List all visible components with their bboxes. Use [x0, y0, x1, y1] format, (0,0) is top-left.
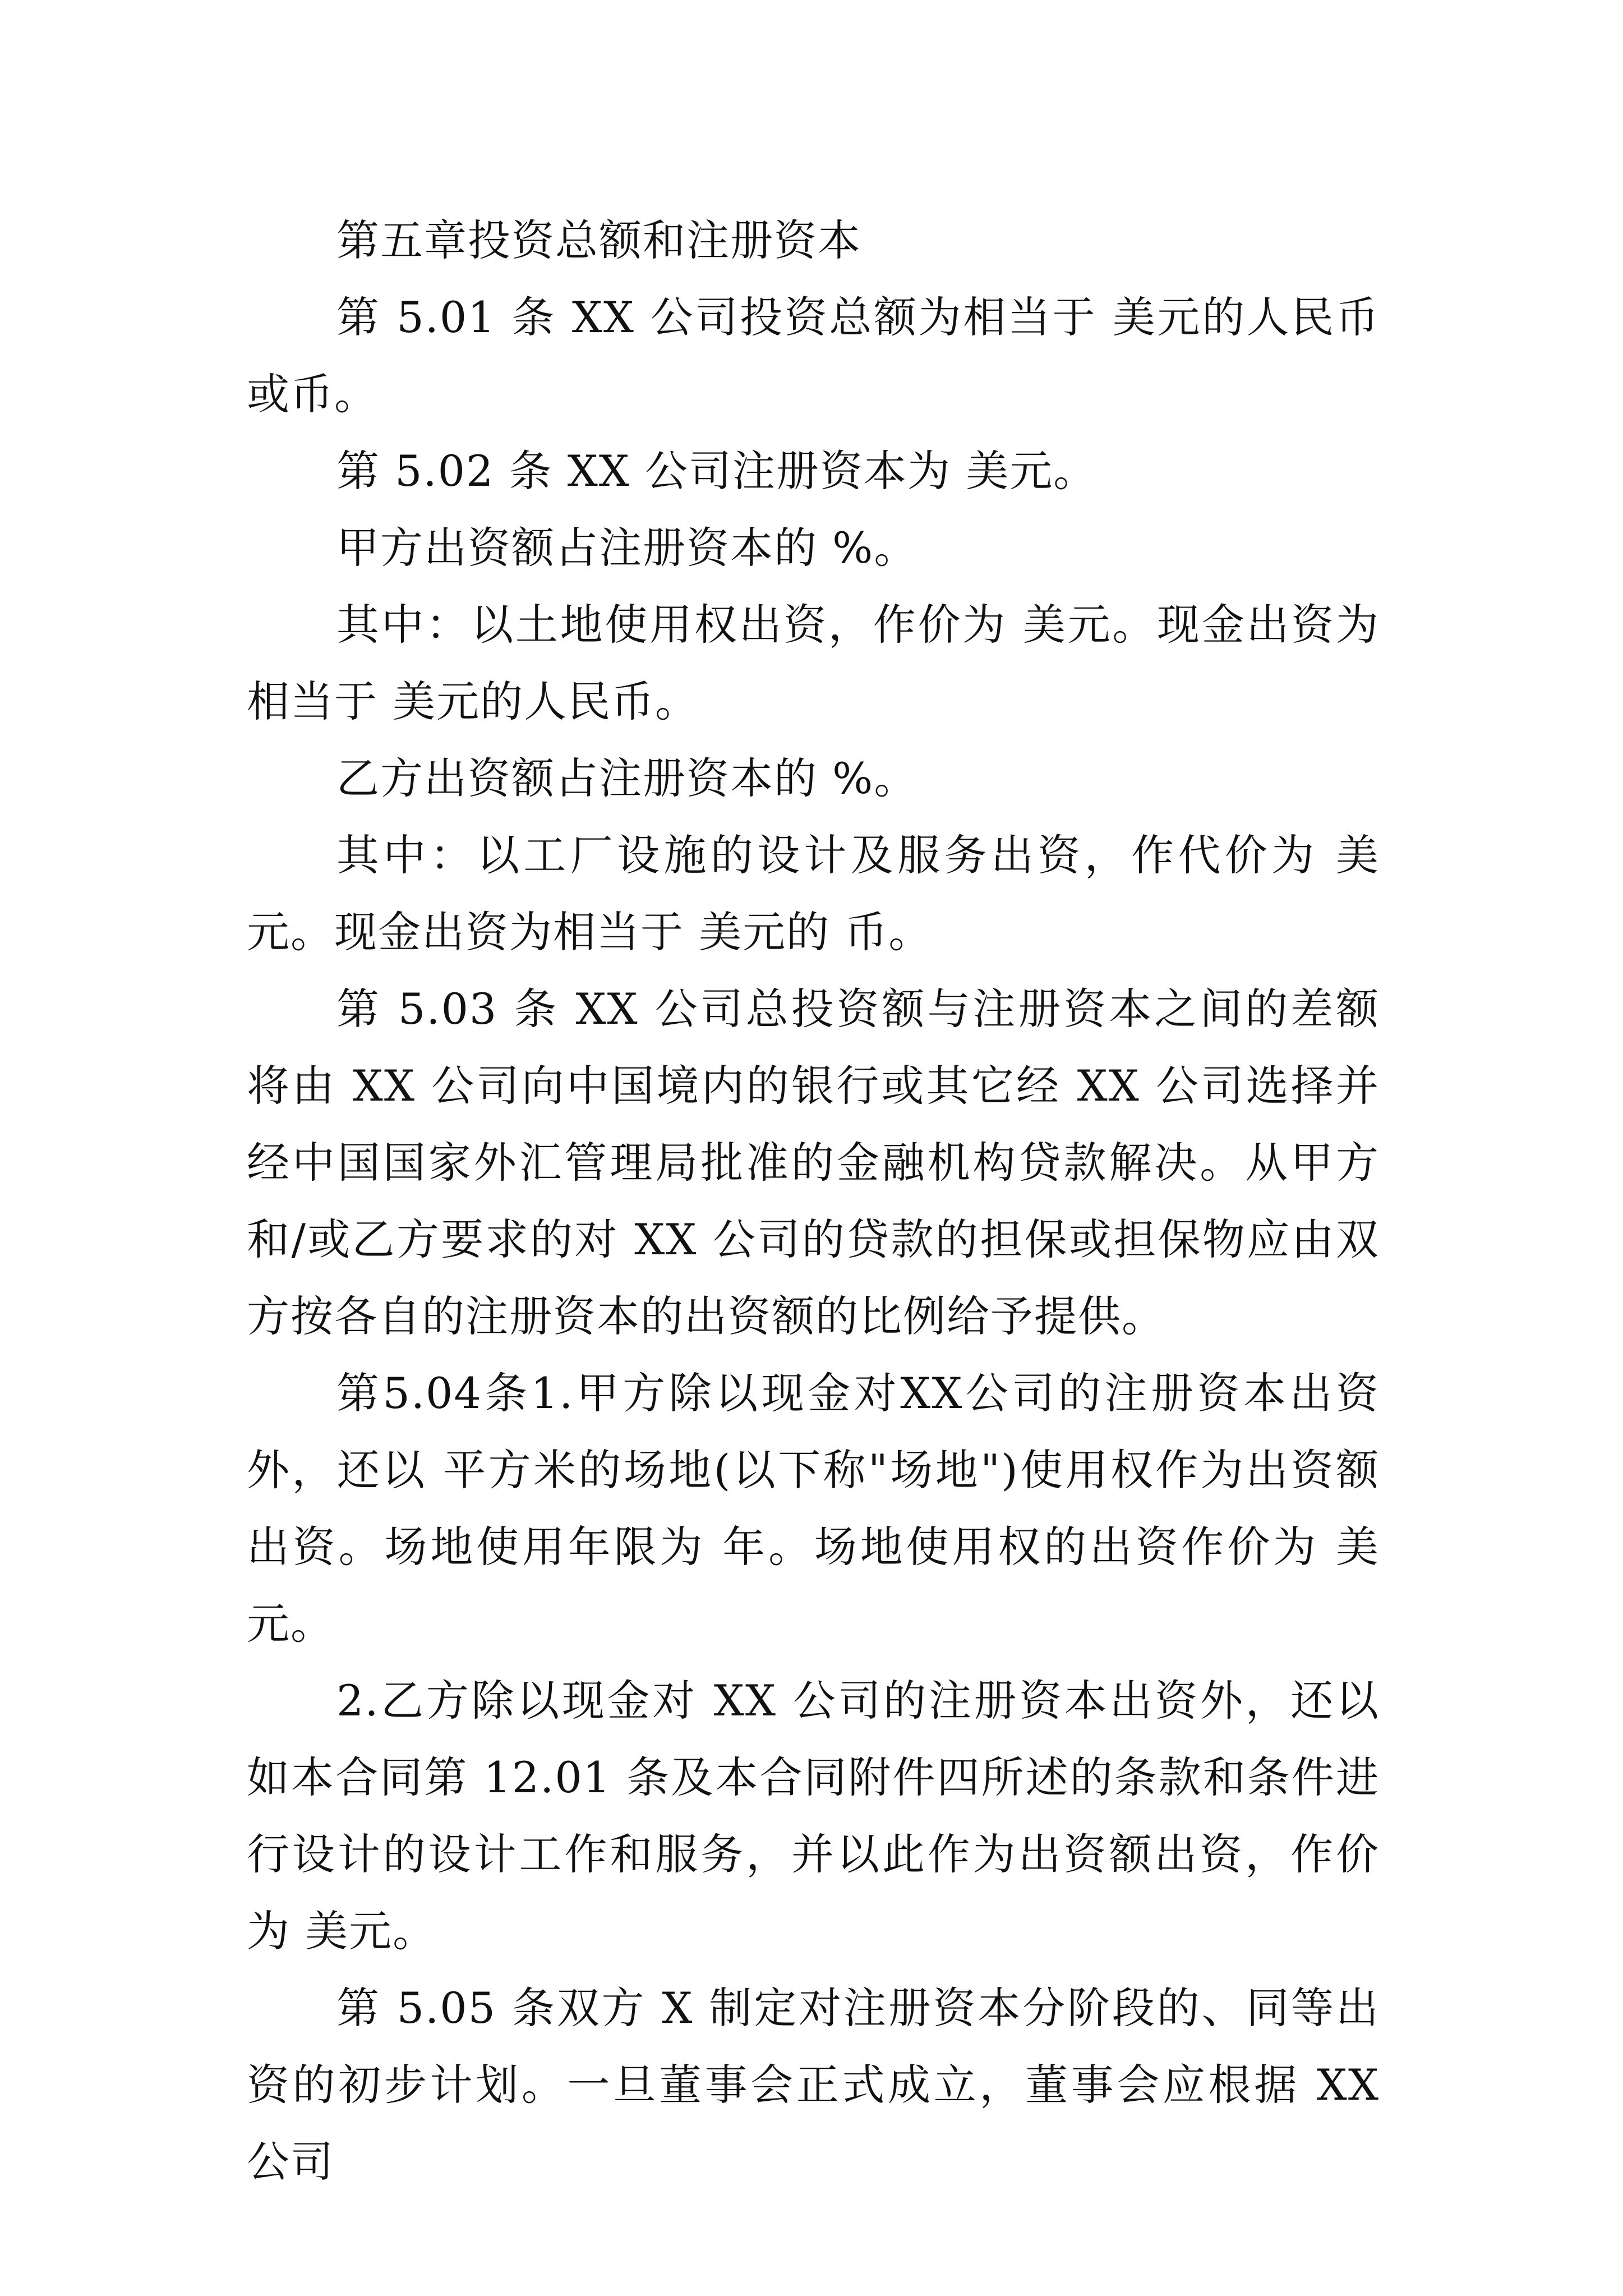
party-b-share: 乙方出资额占注册资本的 %。 — [336, 753, 918, 803]
article-5-04-item-1: 第5.04条1.甲方除以现金对XX公司的注册资本出资外，还以 平方米的场地(以下称"场地")使用权作为出资额出资。场地使用年限为 年。场地使用权的出资作价为 美元。 — [247, 1368, 1380, 1649]
article-5-03: 第 5.03 条 XX 公司总投资额与注册资本之间的差额将由 XX 公司向中国境内的银行或其它经 XX 公司选择并经中国国家外汇管理局批准的金融机构贷款解决。从甲方和/或乙方要求的对 XX 公司的贷款的担保或担保物应由双方按各自的注册资本的出资额的比例给予提供。 — [247, 984, 1380, 1341]
article-5-04-item-2: 2.乙方除以现金对 XX 公司的注册资本出资外，还以如本合同第 12.01 条及本合同附件四所述的条款和条件进行设计的设计工作和服务，并以此作为出资额出资，作价为 美元。 — [247, 1676, 1380, 1956]
article-5-02: 第 5.02 条 XX 公司注册资本为 美元。 — [336, 446, 1098, 496]
party-a-contribution-detail: 其中：以土地使用权出资，作价为 美元。现金出资为相当于 美元的人民币。 — [247, 600, 1380, 726]
article-5-05: 第 5.05 条双方 X 制定对注册资本分阶段的、同等出资的初步计划。一旦董事会正式成立，董事会应根据 XX 公司 — [247, 1983, 1380, 2187]
party-b-contribution-detail: 其中：以工厂设施的设计及服务出资，作代价为 美元。现金出资为相当于 美元的 币。 — [247, 830, 1380, 957]
article-5-01: 第 5.01 条 XX 公司投资总额为相当于 美元的人民币或币。 — [247, 292, 1380, 419]
chapter-heading: 第五章投资总额和注册资本 — [336, 215, 861, 265]
document-body — [247, 202, 1380, 2200]
party-a-share: 甲方出资额占注册资本的 %。 — [336, 523, 918, 573]
